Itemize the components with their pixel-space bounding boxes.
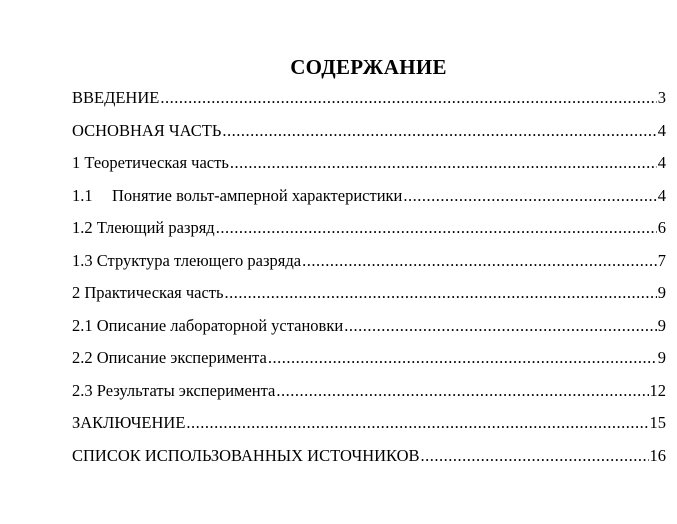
toc-entry[interactable] bbox=[72, 348, 666, 381]
toc-entry-label: 2 Практическая часть bbox=[72, 283, 224, 302]
toc-entry[interactable] bbox=[72, 121, 666, 154]
toc-entry-page: 7 bbox=[657, 250, 666, 270]
toc-entry-page: 6 bbox=[657, 218, 666, 237]
toc-entry-page: 9 bbox=[657, 348, 666, 367]
toc-entry-label: 2.3 Результаты эксперимента bbox=[72, 380, 276, 400]
toc-entry[interactable] bbox=[72, 153, 666, 186]
toc-entry-page: 16 bbox=[649, 445, 666, 465]
toc-entry-page: 9 bbox=[657, 315, 666, 335]
toc-entry-label: 2.2 Описание эксперимента bbox=[72, 348, 267, 367]
toc-leader-dots bbox=[230, 153, 657, 173]
toc-entry-label: 2.1 Описание лабораторной установки bbox=[72, 315, 344, 335]
toc-leader-dots bbox=[216, 218, 657, 238]
toc-entry-number: 1.1 bbox=[72, 185, 93, 205]
toc-entry[interactable] bbox=[72, 251, 666, 284]
toc-entry-page: 4 bbox=[657, 120, 666, 140]
toc-entry-label: 1.3 Структура тлеющего разряда bbox=[72, 250, 302, 270]
toc-entry-page: 12 bbox=[649, 380, 666, 400]
toc-leader-dots bbox=[403, 186, 656, 206]
toc-entry-page: 4 bbox=[657, 153, 666, 172]
toc-entry-page: 9 bbox=[657, 283, 666, 302]
toc-leader-dots bbox=[160, 88, 656, 108]
toc-entry-label: 1.2 Тлеющий разряд bbox=[72, 218, 215, 237]
toc-entry[interactable] bbox=[72, 316, 666, 349]
toc-entry-label: ВВЕДЕНИЕ bbox=[72, 88, 160, 107]
toc-entry-label: ЗАКЛЮЧЕНИЕ bbox=[72, 413, 186, 432]
toc-list bbox=[72, 88, 666, 478]
toc-leader-dots bbox=[276, 381, 648, 401]
toc-entry[interactable] bbox=[72, 381, 666, 414]
toc-entry-page: 15 bbox=[649, 413, 666, 432]
toc-leader-dots bbox=[268, 348, 657, 368]
toc-entry-label: ОСНОВНАЯ ЧАСТЬ bbox=[72, 120, 222, 140]
toc-leader-dots bbox=[225, 283, 657, 303]
toc-leader-dots bbox=[222, 121, 656, 141]
toc-entry-label: 1 Теоретическая часть bbox=[72, 153, 229, 172]
toc-entry[interactable] bbox=[72, 186, 666, 219]
toc-entry-label bbox=[72, 186, 402, 206]
toc-entry[interactable] bbox=[72, 88, 666, 121]
toc-entry[interactable] bbox=[72, 283, 666, 316]
toc-entry[interactable] bbox=[72, 413, 666, 446]
toc-title: СОДЕРЖАНИЕ bbox=[290, 55, 447, 79]
toc-entry-page: 3 bbox=[657, 88, 666, 107]
toc-entry[interactable] bbox=[72, 446, 666, 479]
toc-entry-text: Понятие вольт-амперной характеристики bbox=[112, 185, 403, 205]
toc-entry-label: СПИСОК ИСПОЛЬЗОВАННЫХ ИСТОЧНИКОВ bbox=[72, 445, 420, 465]
toc-entry[interactable] bbox=[72, 218, 666, 251]
toc-leader-dots bbox=[344, 316, 657, 336]
toc-entry-page: 4 bbox=[657, 185, 666, 205]
toc-leader-dots bbox=[186, 413, 648, 433]
toc-leader-dots bbox=[421, 446, 649, 466]
toc-leader-dots bbox=[302, 251, 657, 271]
